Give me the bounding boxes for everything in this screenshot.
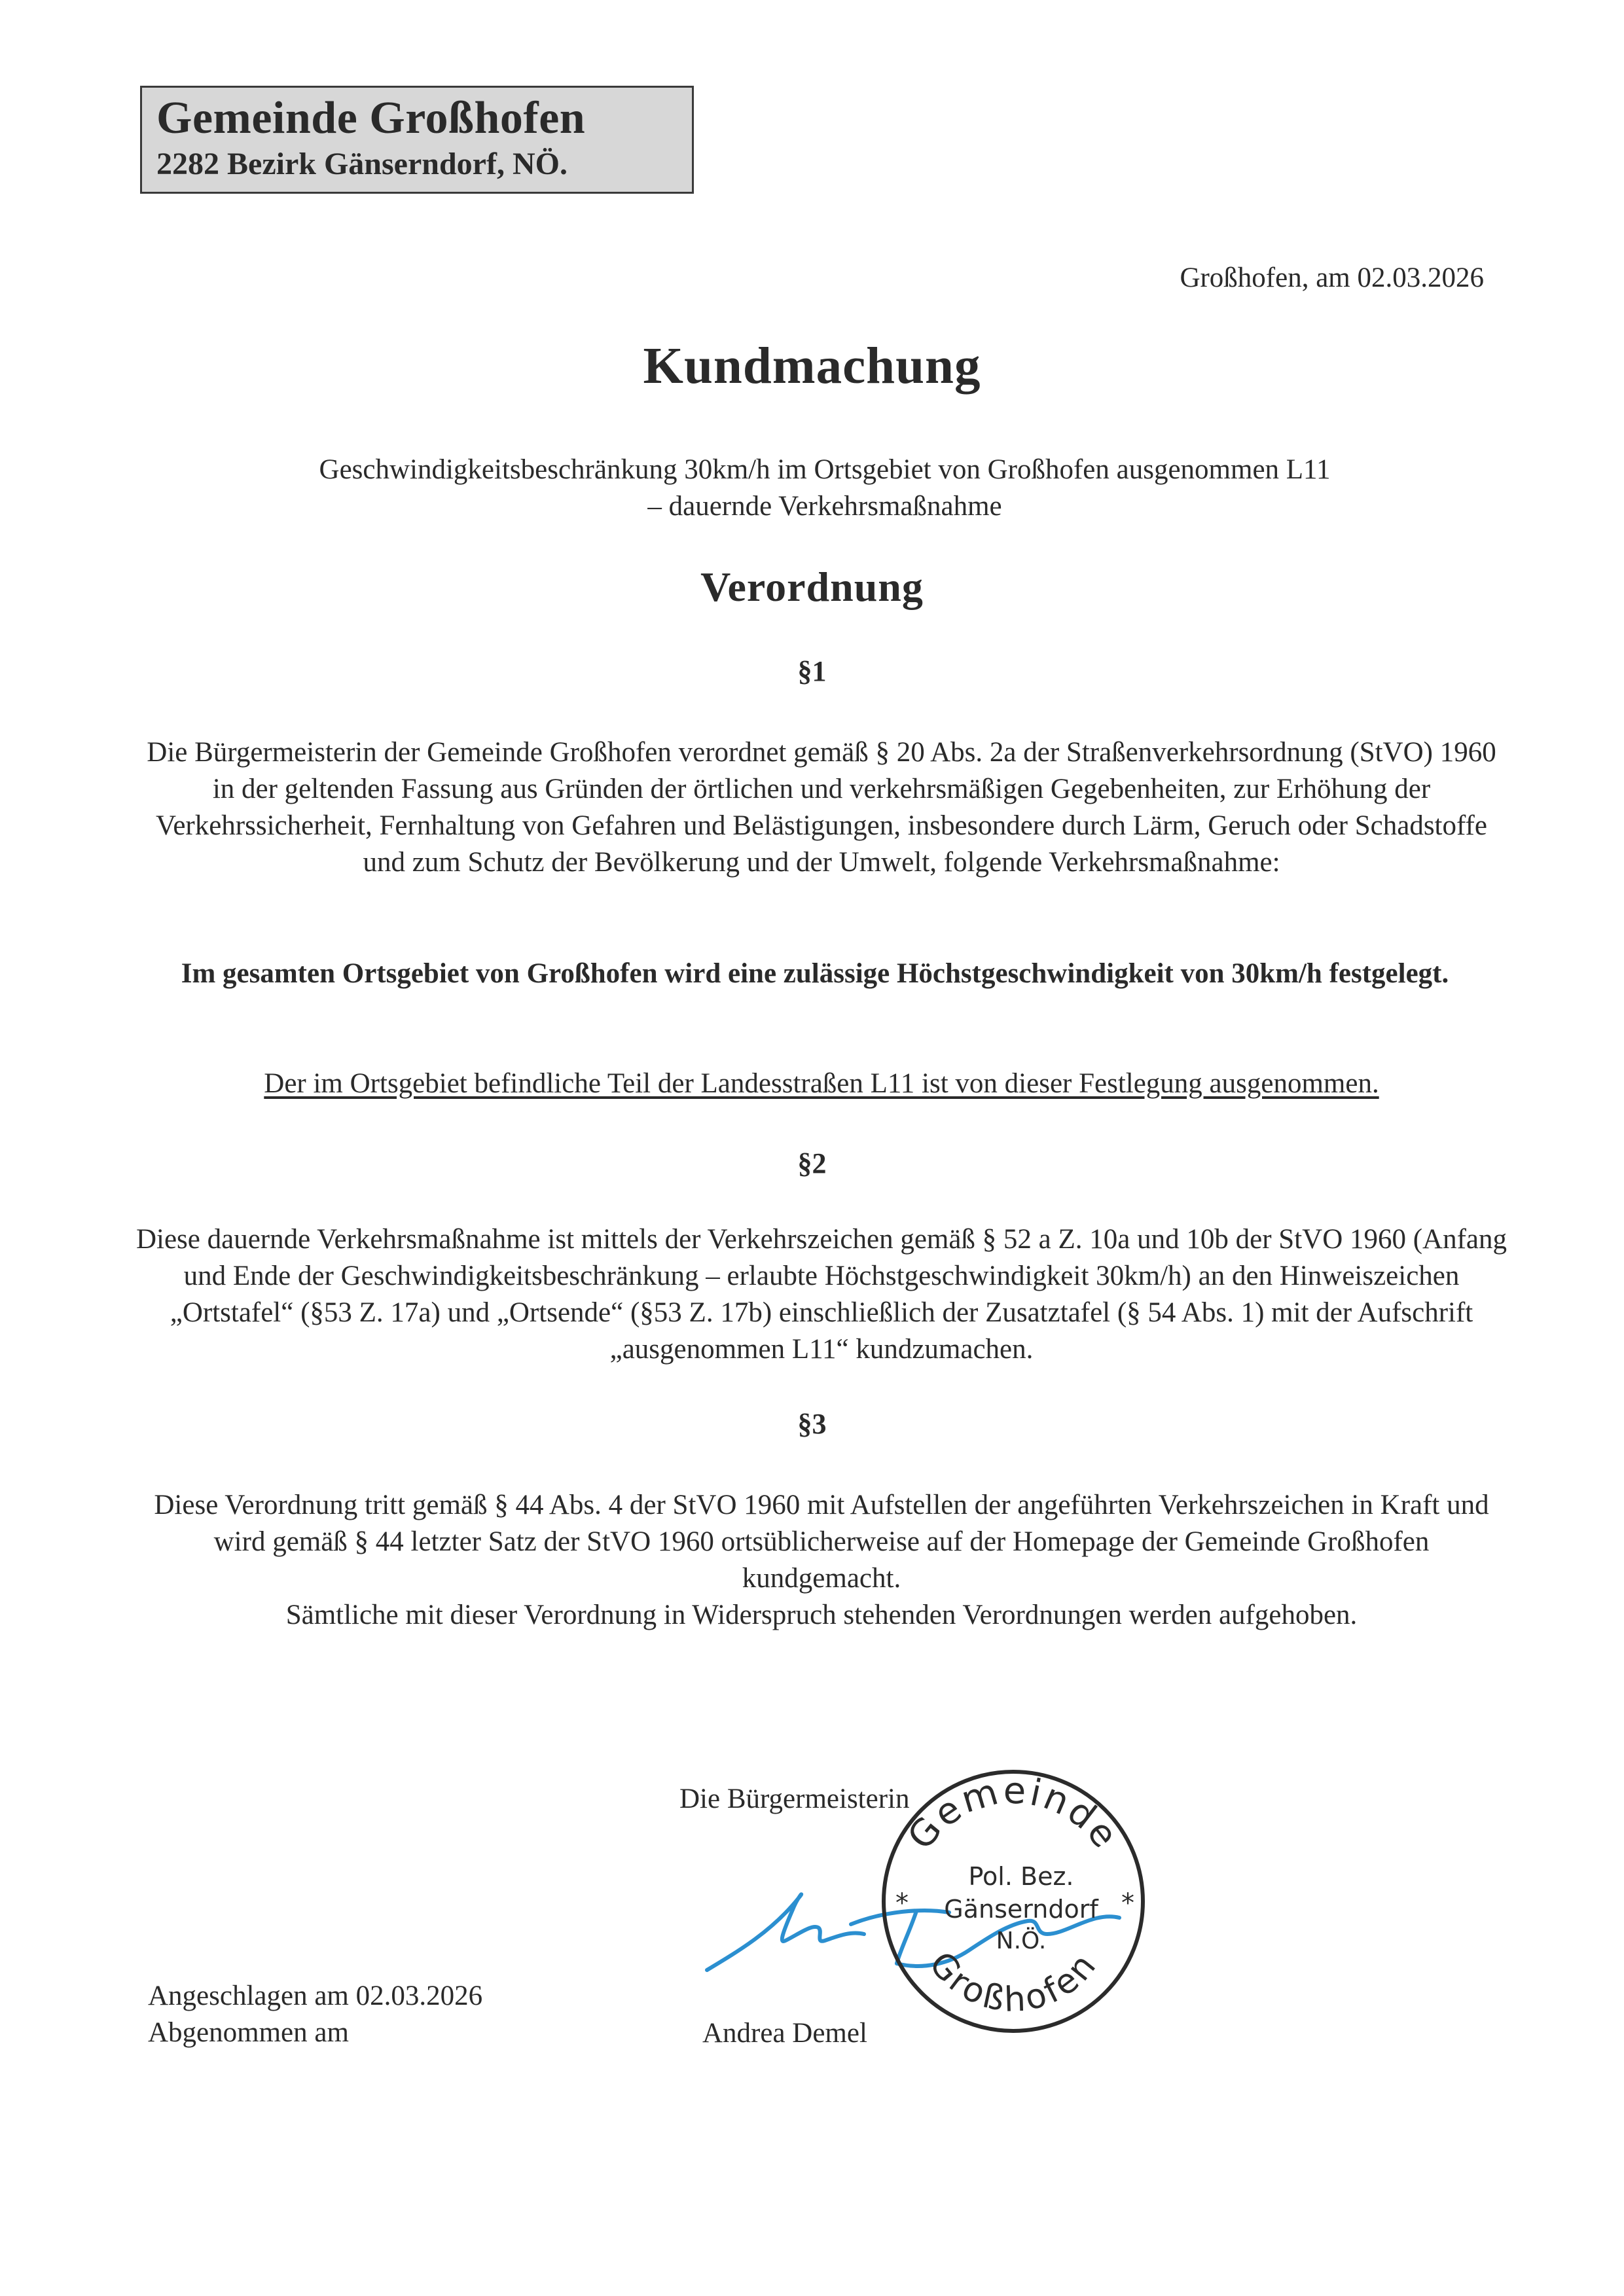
subject-line-2: – dauernde Verkehrsmaßnahme [647, 491, 1002, 522]
seal-star-left: * [895, 1888, 909, 1918]
svg-text:Gemeinde [899, 1770, 1127, 1858]
mayor-name: Andrea Demel [702, 2018, 867, 2049]
section-2-heading: §2 [797, 1147, 827, 1179]
section-1-bold-statement: Im gesamten Ortsgebiet von Großhofen wird eine zulässige Höchstgeschwindigkeit von 30km/h festgelegt. [181, 958, 1449, 989]
municipality-address: 2282 Bezirk Gänserndorf, NÖ. [156, 147, 568, 181]
removed-date: Abgenommen am [148, 2017, 349, 2048]
section-3-text: Diese Verordnung tritt gemäß § 44 Abs. 4 der StVO 1960 mit Aufstellen der angeführten Verkehrszeichen in Kraft und wird gemäß § 44 letzter Satz der StVO 1960 ortsüblicherweise auf der Homepage der Gemeinde Großhofen kundgemacht. [154, 1490, 1489, 1594]
section-3-text-2: Sämtliche mit dieser Verordnung in Widerspruch stehenden Verordnungen werden aufgehoben. [285, 1600, 1358, 1630]
municipal-seal-icon [876, 1764, 1151, 2039]
posting-info [148, 1978, 482, 2051]
municipality-name: Gemeinde Großhofen [156, 93, 586, 143]
section-1-text: Die Bürgermeisterin der Gemeinde Großhofen verordnet gemäß § 20 Abs. 2a der Straßenverkehrsordnung (StVO) 1960 in der geltenden Fassung aus Gründen der örtlichen und verkehrsmäßigen Gegebenheiten, zur Erhöhung der Verkehrssicherheit, Fernhaltung von Gefahren und Belästigungen, insbesondere durch Lärm, Geruch oder Schadstoffe und zum Schutz der Bevölkerung und der Umwelt, folgende Verkehrsmaßnahme: [147, 737, 1496, 878]
seal-line-3: N.Ö. [996, 1928, 1047, 1954]
posted-date: Angeschlagen am 02.03.2026 [148, 1981, 483, 2011]
ordinance-heading: Verordnung [700, 564, 924, 610]
seal-line-1: Pol. Bez. [968, 1862, 1074, 1891]
section-1-heading: §1 [797, 655, 827, 687]
seal-bottom-text: Großhofen [921, 1945, 1106, 2020]
seal-top-text: Gemeinde [899, 1769, 1128, 1858]
letterhead [140, 86, 694, 194]
subject [196, 452, 1453, 525]
subject-line-1: Geschwindigkeitsbeschränkung 30km/h im Ortsgebiet von Großhofen ausgenommen L11 [319, 454, 1331, 485]
document-title: Kundmachung [643, 338, 981, 395]
section-1-exception: Der im Ortsgebiet befindliche Teil der Landesstraßen L11 ist von dieser Festlegung ausgenommen. [264, 1068, 1379, 1099]
seal-star-right: * [1121, 1888, 1134, 1918]
date-line: Großhofen, am 02.03.2026 [1180, 262, 1484, 293]
section-2-text: Diese dauernde Verkehrsmaßnahme ist mittels der Verkehrszeichen gemäß § 52 a Z. 10a und 10b der StVO 1960 (Anfang und Ende der Geschwindigkeitsbeschränkung – erlaubte Höchstgeschwindigkeit 30km/h) an den Hinweiszeichen „Ortstafel“ (§53 Z. 17a) und „Ortsende“ (§53 Z. 17b) einschließlich der Zusatztafel (§ 54 Abs. 1) mit der Aufschrift „ausgenommen L11“ kundzumachen. [135, 1224, 1507, 1365]
section-3-heading: §3 [797, 1408, 827, 1440]
svg-text:Großhofen [921, 1945, 1105, 2020]
mayor-title: Die Bürgermeisterin [679, 1784, 910, 1814]
seal-line-2: Gänserndorf [944, 1895, 1098, 1924]
